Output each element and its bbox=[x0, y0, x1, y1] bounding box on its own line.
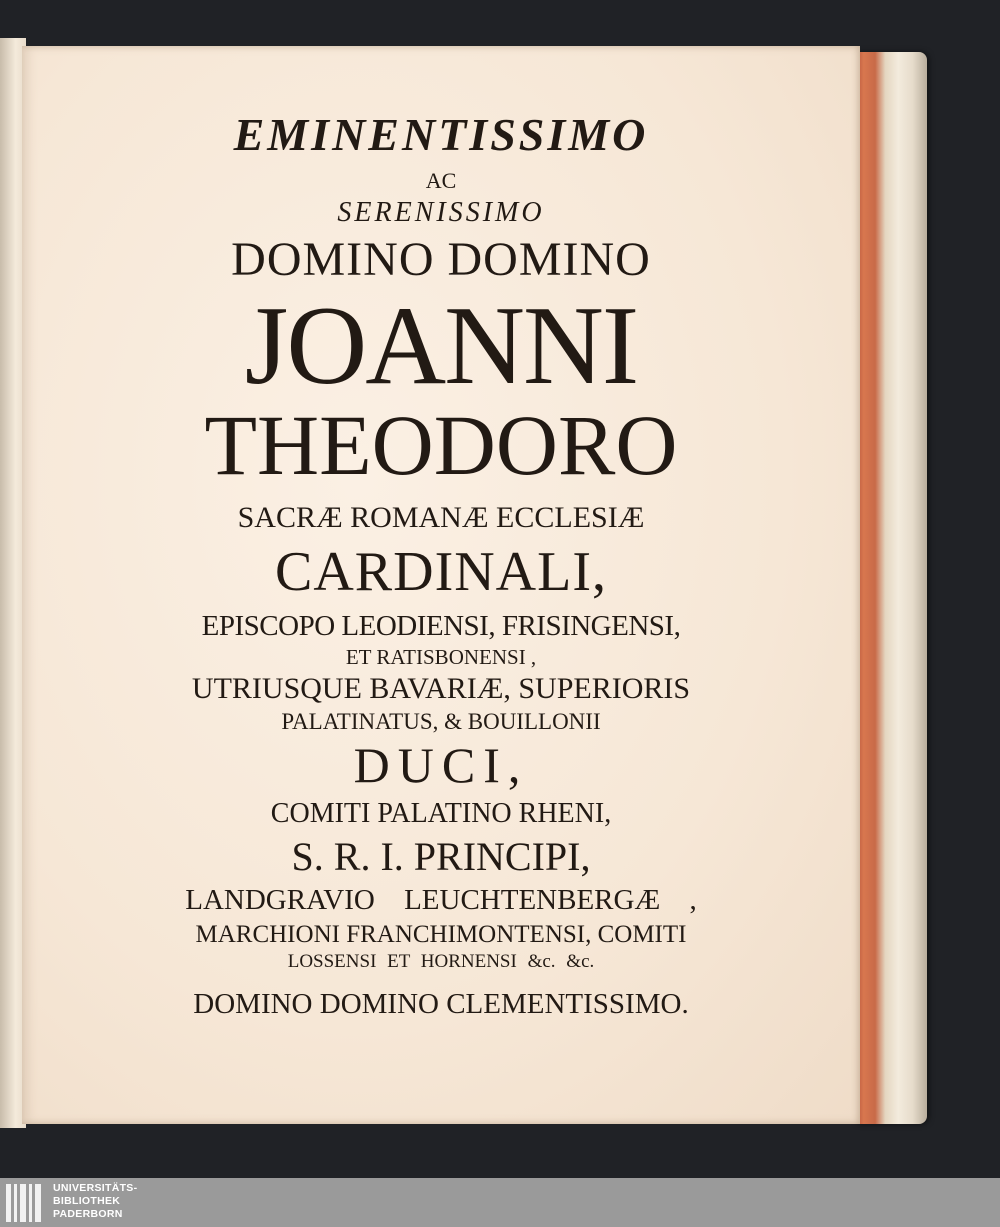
book-fore-edge bbox=[855, 52, 927, 1124]
dedication-line-lossensi: LOSSENSI ET HORNENSI &c. &c. bbox=[287, 951, 595, 972]
dedication-line-eminentissimo: EMINENTISSIMO bbox=[233, 109, 649, 160]
dedication-line-cardinali: CARDINALI, bbox=[275, 541, 607, 603]
dedication-line-duci: DUCI, bbox=[353, 737, 529, 793]
title-page bbox=[22, 46, 860, 1124]
dedication-line-utriusque: UTRIUSQUE BAVARIÆ, SUPERIORIS bbox=[191, 672, 691, 705]
dedication-line-theodoro: THEODORO bbox=[204, 397, 678, 493]
library-logo-line-3: PADERBORN bbox=[53, 1208, 123, 1220]
dedication-line-marchioni: MARCHIONI FRANCHIMONTENSI, COMITI bbox=[195, 921, 687, 948]
library-logo-line-2: BIBLIOTHEK bbox=[53, 1195, 121, 1207]
library-footer-bar bbox=[0, 1178, 1000, 1227]
dedication-line-episcopo: EPISCOPO LEODIENSI, FRISINGENSI, bbox=[201, 610, 681, 642]
dedication-line-palatinatus: PALATINATUS, & BOUILLONII bbox=[281, 709, 601, 734]
dedication-line-serenissimo: SERENISSIMO bbox=[337, 197, 545, 228]
library-logo-line-1: UNIVERSITÄTS- bbox=[53, 1182, 138, 1194]
dedication-line-comiti-palatino: COMITI PALATINO RHENI, bbox=[270, 798, 612, 829]
dedication-line-sacrae-romanae: SACRÆ ROMANÆ ECCLESIÆ bbox=[237, 501, 645, 534]
dedication-line-principi: S. R. I. PRINCIPI, bbox=[291, 834, 591, 879]
dedication-line-clementissimo: DOMINO DOMINO CLEMENTISSIMO. bbox=[193, 988, 689, 1020]
library-logo-text bbox=[53, 1182, 137, 1221]
dedication-line-domino-domino: DOMINO DOMINO bbox=[231, 233, 651, 286]
dedication-line-ratisbonensi: ET RATISBONENSI , bbox=[345, 645, 537, 669]
library-barcode-icon bbox=[6, 1184, 46, 1222]
dedication-line-joanni: JOANNI bbox=[244, 284, 638, 408]
dedication-line-ac: AC bbox=[425, 168, 457, 193]
dedication-line-landgravio: LANDGRAVIO LEUCHTENBERGÆ , bbox=[185, 884, 697, 916]
